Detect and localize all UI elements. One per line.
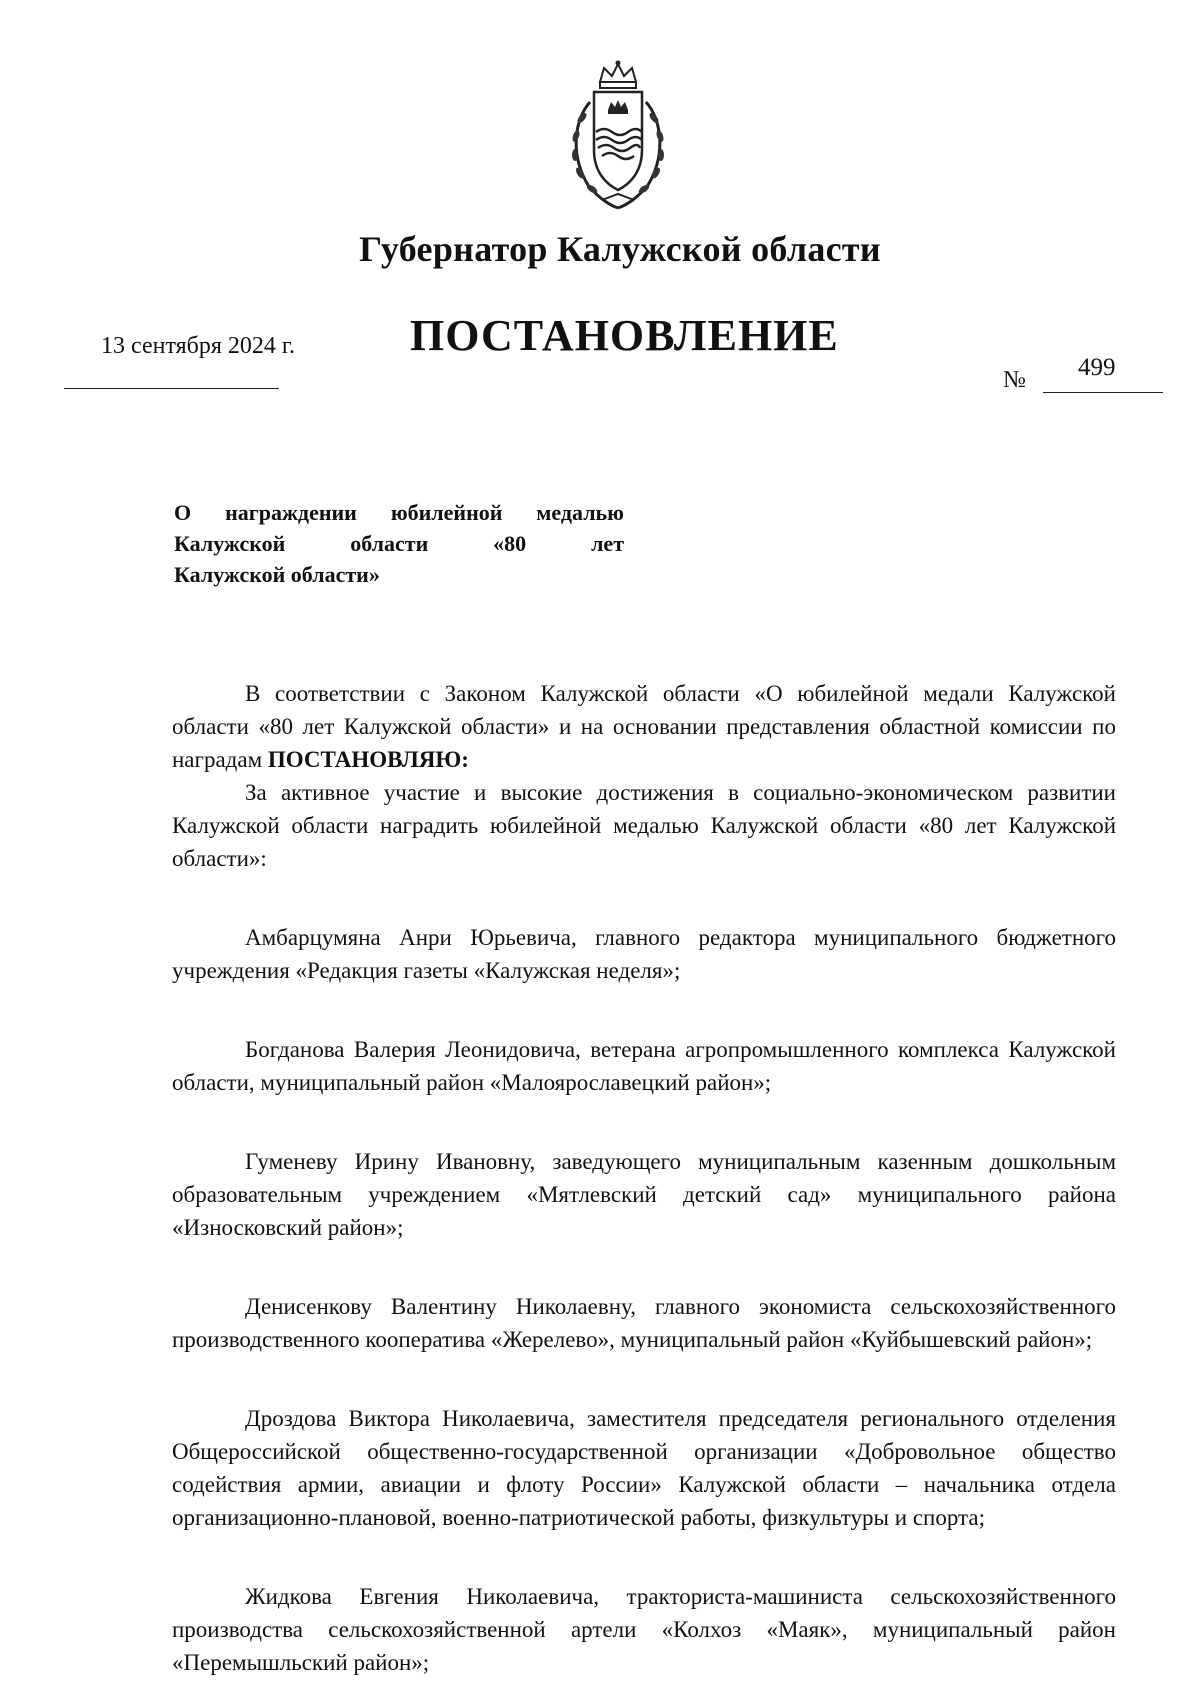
- preamble-paragraph: [172, 677, 1116, 776]
- awardee-paragraph: Гуменеву Ирину Ивановну, заведующего муниципальным казенным дошкольным образовательным учреждением «Мятлевский детский сад» муниципального района «Износковский район»;: [172, 1149, 1116, 1240]
- date-underline: [64, 388, 279, 389]
- subject-line: О награждении юбилейной медалью: [174, 500, 624, 525]
- awardee-paragraph: Дроздова Виктора Николаевича, заместителя председателя регионального отделения Общероссийской общественно-государственной организации «Добровольное общество содействия армии, авиации и флоту России» Калужской области – начальника отдела организационно-плановой, военно-патриотической работы, физкультуры и спорта;: [172, 1406, 1116, 1530]
- award-intro-paragraph: За активное участие и высокие достижения в социально-экономическом развитии Калужской области наградить юбилейной медалью Калужской области «80 лет Калужской области»:: [172, 780, 1116, 871]
- awardee-paragraph: Богданова Валерия Леонидовича, ветерана агропромышленного комплекса Калужской области, муниципальный район «Малоярославецкий район»;: [172, 1037, 1116, 1095]
- subject-line: Калужской области «80 лет: [174, 531, 624, 556]
- document-date: 13 сентября 2024 г.: [101, 333, 296, 359]
- awardee-paragraph: Амбарцумяна Анри Юрьевича, главного редактора муниципального бюджетного учреждения «Редакция газеты «Калужская неделя»;: [172, 925, 1116, 983]
- awardee-paragraph: Жидкова Евгения Николаевича, тракториста-машиниста сельскохозяйственного производства сельскохозяйственной артели «Колхоз «Маяк», муниципальный район «Перемышльский район»;: [172, 1584, 1116, 1675]
- coat-of-arms-icon: [560, 60, 676, 210]
- subject-line: Калужской области»: [174, 562, 380, 587]
- preamble-text: В соответствии с Законом Калужской области «О юбилейной медали Калужской области «80 лет Калужской области» и на основании представления областной комиссии по наградам: [172, 681, 1116, 772]
- issuing-authority: Губернатор Калужской области: [359, 229, 881, 269]
- number-sign: №: [1003, 367, 1026, 393]
- awardee-paragraph: Денисенкову Валентину Николаевну, главного экономиста сельскохозяйственного производственного кооператива «Жерелево», муниципальный район «Куйбышевский район»;: [172, 1294, 1116, 1352]
- document-subject: [174, 497, 624, 590]
- document-type-title: ПОСТАНОВЛЕНИЕ: [410, 311, 839, 360]
- document-body: [172, 677, 1116, 1679]
- number-underline: [1043, 392, 1163, 393]
- document-number: 499: [1078, 354, 1116, 381]
- resolve-word: ПОСТАНОВЛЯЮ:: [267, 747, 469, 772]
